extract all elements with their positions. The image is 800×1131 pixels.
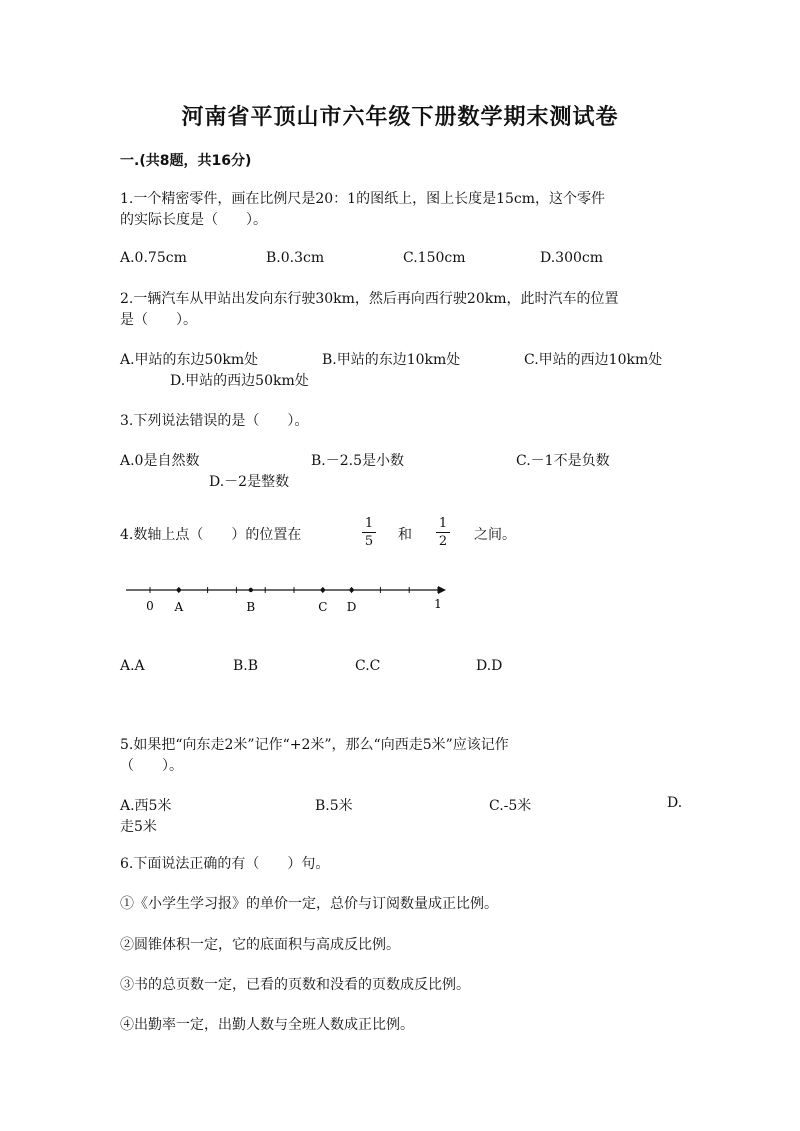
fraction-1-numerator: 1 (362, 516, 376, 533)
question-3-line-1: 3.下列说法错误的是（ ）。 (120, 413, 309, 429)
question-3-option-b[interactable]: B.－2.5是小数 (311, 453, 405, 469)
question-5-option-c[interactable]: C.-5米 (489, 798, 532, 814)
number-line-point-label-a: A (174, 600, 184, 614)
fraction-one-fifth (362, 516, 376, 549)
fraction-1-denominator: 5 (364, 534, 374, 549)
question-2-option-a[interactable]: A.甲站的东边50km处 (120, 352, 259, 368)
section-heading: 一.(共8题，共16分) (120, 153, 252, 169)
number-line-point-a (177, 588, 181, 592)
question-1-option-d[interactable]: D.300cm (540, 250, 604, 266)
number-line-point-label-d: D (346, 600, 357, 614)
question-1-line-1: 1.一个精密零件，画在比例尺是20：1的图纸上，图上长度是15cm，这个零件 (120, 191, 606, 207)
question-1-option-c[interactable]: C.150cm (403, 250, 466, 266)
question-4-option-d[interactable]: D.D (476, 658, 503, 674)
question-6-statement-4: ④出勤率一定，出勤人数与全班人数成正比例。 (120, 1017, 414, 1033)
question-6-statement-1: ①《小学生学习报》的单价一定，总价与订阅数量成正比例。 (120, 896, 498, 912)
question-5-option-b[interactable]: B.5米 (315, 798, 353, 814)
question-4-and: 和 (398, 527, 412, 543)
question-4-option-a[interactable]: A.A (120, 658, 145, 674)
number-line-point-c (321, 588, 325, 592)
number-line-point-d (349, 588, 353, 592)
question-1-line-2: 的实际长度是（ ）。 (120, 212, 267, 228)
question-4-suffix: 之间。 (474, 527, 516, 543)
question-5-option-d-continued: 走5米 (120, 819, 157, 835)
question-2-option-b[interactable]: B.甲站的东边10km处 (322, 352, 461, 368)
question-6-line-1: 6.下面说法正确的有（ ）句。 (120, 856, 330, 872)
number-line-point-b (249, 588, 253, 592)
question-6-statement-3: ③书的总页数一定，已看的页数和没看的页数成反比例。 (120, 977, 470, 993)
page-title: 河南省平顶山市六年级下册数学期末测试卷 (181, 105, 619, 130)
question-1-option-a[interactable]: A.0.75cm (120, 250, 187, 266)
question-5-option-d[interactable]: D. (667, 795, 683, 811)
question-5-option-a[interactable]: A.西5米 (120, 798, 172, 814)
number-line-point-label-c: C (318, 600, 328, 614)
question-3-option-d[interactable]: D.－2是整数 (209, 474, 290, 490)
question-4-option-c[interactable]: C.C (355, 658, 381, 674)
question-6-statement-2: ②圆锥体积一定，它的底面积与高成反比例。 (120, 937, 400, 953)
question-2-option-c[interactable]: C.甲站的西边10km处 (524, 352, 663, 368)
number-line-label-1: 1 (434, 597, 442, 611)
question-5-line-2: （ ）。 (120, 758, 183, 774)
number-line-arrow-icon (438, 586, 446, 594)
question-2-line-1: 2.一辆汽车从甲站出发向东行驶30km，然后再向西行驶20km，此时汽车的位置 (120, 291, 619, 307)
number-line-label-0: 0 (146, 599, 154, 613)
number-line (120, 578, 460, 623)
question-4-option-b[interactable]: B.B (233, 658, 259, 674)
question-2-option-d[interactable]: D.甲站的西边50km处 (170, 373, 309, 389)
number-line-point-label-b: B (246, 600, 256, 614)
fraction-2-numerator: 1 (436, 516, 450, 533)
question-3-option-c[interactable]: C.－1不是负数 (516, 453, 610, 469)
question-2-line-2: 是（ ）。 (120, 312, 197, 328)
question-1-option-b[interactable]: B.0.3cm (266, 250, 325, 266)
question-5-line-1: 5.如果把“向东走2米”记作“+2米”，那么“向西走5米”应该记作 (120, 737, 509, 753)
fraction-2-denominator: 2 (438, 534, 448, 549)
question-4-prefix: 4.数轴上点（ ）的位置在 (120, 527, 302, 543)
fraction-one-half (436, 516, 450, 549)
question-3-option-a[interactable]: A.0是自然数 (120, 453, 200, 469)
